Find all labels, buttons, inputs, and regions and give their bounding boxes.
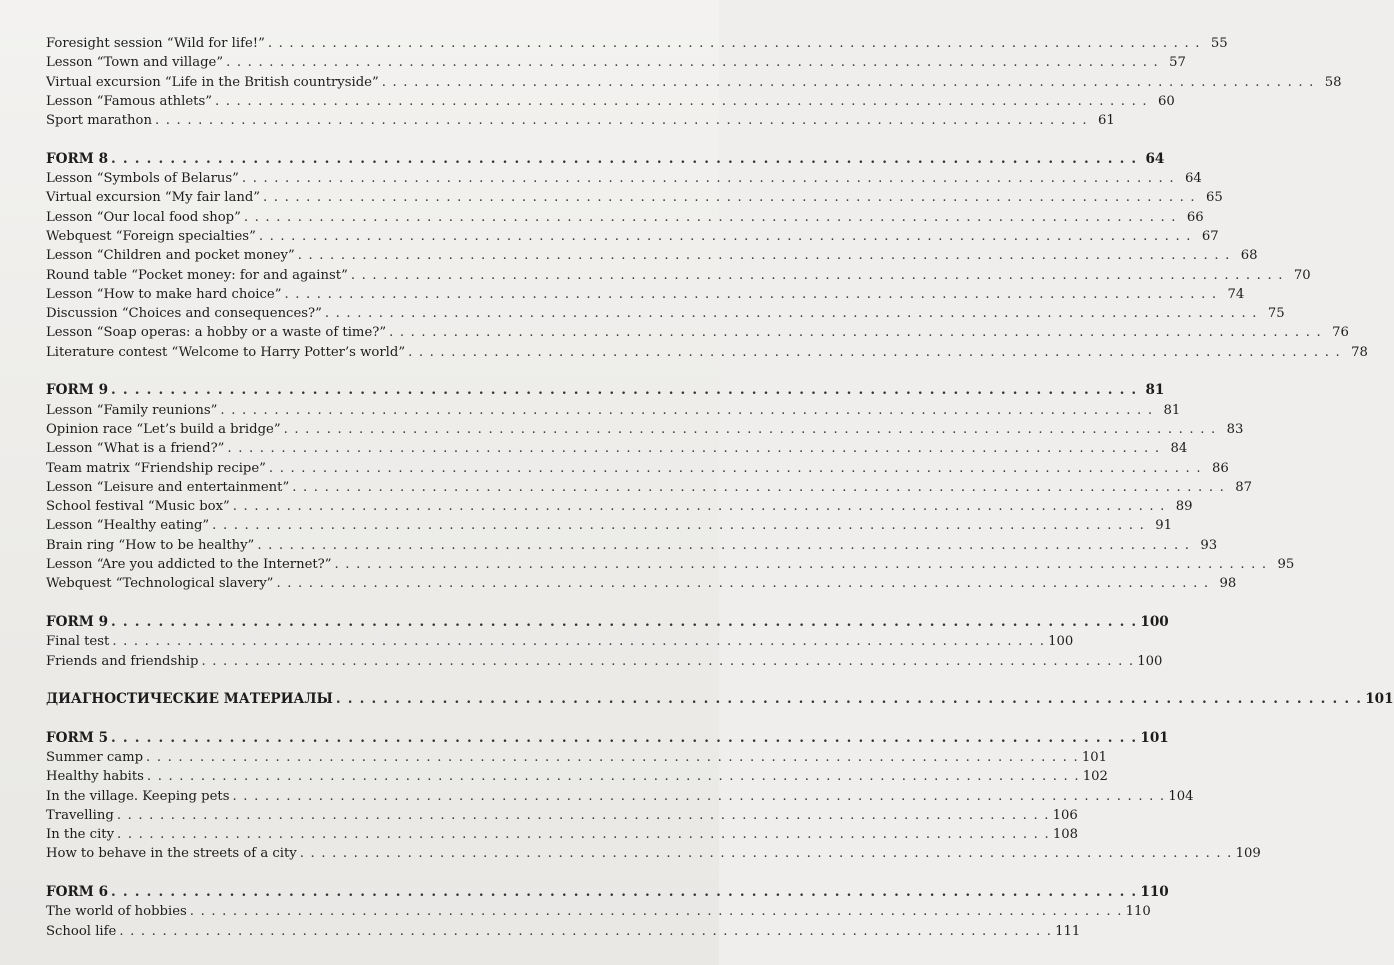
toc-entry-page-number: 98: [1219, 576, 1237, 592]
dot-leader: . . . . . . . . . . . . . . . . . . . . . . . . . . . . . . . . . . . . . . . . . . . . . . . . . . . . . . . . . . . . . . . . . . . . . . . . . . . . . . . . . . . . . . .: [408, 344, 1341, 360]
dot-leader: . . . . . . . . . . . . . . . . . . . . . . . . . . . . . . . . . . . . . . . . . . . . . . . . . . . . . . . . . . . . . . . . . . . . . . . . . . . . . . . . . . . . . . .: [232, 788, 1166, 804]
toc-entry: [46, 806, 1078, 825]
toc-entry-page-number: 101: [1365, 691, 1394, 708]
dot-leader: . . . . . . . . . . . . . . . . . . . . . . . . . . . . . . . . . . . . . . . . . . . . . . . . . . . . . . . . . . . . . . . . . . . . . . . . . . . . . . . . . . . . . . .: [111, 613, 1138, 630]
dot-leader: . . . . . . . . . . . . . . . . . . . . . . . . . . . . . . . . . . . . . . . . . . . . . . . . . . . . . . . . . . . . . . . . . . . . . . . . . . . . . . . . . . . . . . .: [324, 306, 1258, 322]
toc-entry: [46, 825, 1079, 844]
toc-section-heading: [46, 150, 1165, 169]
dot-leader: . . . . . . . . . . . . . . . . . . . . . . . . . . . . . . . . . . . . . . . . . . . . . . . . . . . . . . . . . . . . . . . . . . . . . . . . . . . . . . . . . . . . . . .: [112, 634, 1046, 650]
toc-section-heading: [46, 381, 1165, 400]
toc-entry-title: FORM 9: [46, 613, 109, 630]
toc-entry-page-number: 61: [1098, 113, 1115, 129]
toc-entry: [46, 787, 1194, 806]
toc-entry: [46, 459, 1229, 478]
toc-entry: [46, 536, 1218, 555]
toc-entry-page-number: 81: [1145, 382, 1165, 399]
toc-entry-title: School festival “Music box”: [46, 499, 230, 515]
section-spacer: [46, 130, 704, 149]
toc-entry: [46, 285, 1245, 304]
toc-entry-title: Lesson “How to make hard choice”: [46, 286, 282, 302]
dot-leader: . . . . . . . . . . . . . . . . . . . . . . . . . . . . . . . . . . . . . . . . . . . . . . . . . . . . . . . . . . . . . . . . . . . . . . . . . . . . . . . . . . . . . . .: [292, 479, 1226, 495]
toc-entry-title: FORM 8: [46, 150, 109, 167]
toc-entry-page-number: 67: [1201, 228, 1219, 244]
toc-section-heading: [46, 883, 1169, 902]
toc-entry-page-number: 81: [1163, 402, 1181, 418]
toc-entry-page-number: 78: [1351, 344, 1368, 360]
toc-entry: [46, 323, 1349, 342]
toc-entry-page-number: 84: [1170, 441, 1188, 457]
dot-leader: . . . . . . . . . . . . . . . . . . . . . . . . . . . . . . . . . . . . . . . . . . . . . . . . . . . . . . . . . . . . . . . . . . . . . . . . . . . . . . . . . . . . . . .: [334, 557, 1268, 573]
toc-entry-page-number: 66: [1186, 209, 1204, 225]
toc-entry-title: The world of hobbies: [46, 904, 187, 920]
toc-entry-page-number: 104: [1168, 788, 1194, 804]
toc-entry-page-number: 93: [1200, 537, 1218, 553]
toc-entry-title: Team matrix “Friendship recipe”: [46, 460, 266, 476]
toc-entry: [46, 304, 1285, 323]
toc-entry-title: Lesson “Are you addicted to the Internet?”: [46, 557, 332, 573]
toc-entry-page-number: 65: [1206, 190, 1223, 206]
dot-leader: . . . . . . . . . . . . . . . . . . . . . . . . . . . . . . . . . . . . . . . . . . . . . . . . . . . . . . . . . . . . . . . . . . . . . . . . . . . . . . . . . . . . . . .: [146, 769, 1080, 785]
toc-entry-title: Lesson “Famous athlets”: [46, 93, 212, 109]
dot-leader: . . . . . . . . . . . . . . . . . . . . . . . . . . . . . . . . . . . . . . . . . . . . . . . . . . . . . . . . . . . . . . . . . . . . . . . . . . . . . . . . . . . . . . .: [227, 441, 1161, 457]
toc-entry-page-number: 100: [1140, 613, 1169, 630]
toc-entry-page-number: 83: [1226, 421, 1244, 437]
dot-leader: . . . . . . . . . . . . . . . . . . . . . . . . . . . . . . . . . . . . . . . . . . . . . . . . . . . . . . . . . . . . . . . . . . . . . . . . . . . . . . . . . . . . . . .: [350, 267, 1284, 283]
toc-entry-title: Summer camp: [46, 749, 144, 765]
toc-entry-page-number: 60: [1158, 93, 1175, 109]
toc-entry-page-number: 70: [1293, 267, 1311, 283]
toc-entry-title: FORM 6: [46, 884, 109, 901]
toc-entry-title: School life: [46, 923, 117, 939]
toc-entry-title: Lesson “Leisure and entertainment”: [46, 479, 290, 495]
toc-entry-title: In the village. Keeping pets: [46, 788, 230, 804]
toc-entry-title: Healthy habits: [46, 769, 144, 785]
toc-entry-page-number: 102: [1082, 769, 1108, 785]
table-of-contents: [46, 34, 1394, 941]
toc-entry: [46, 439, 1188, 458]
toc-entry-title: Lesson “Healthy eating”: [46, 518, 210, 534]
toc-entry: [46, 748, 1108, 767]
toc-entry-page-number: 64: [1184, 171, 1202, 187]
toc-section-heading: [46, 613, 1169, 632]
toc-section-heading: [46, 690, 1394, 709]
toc-entry-page-number: 109: [1235, 846, 1261, 862]
dot-leader: . . . . . . . . . . . . . . . . . . . . . . . . . . . . . . . . . . . . . . . . . . . . . . . . . . . . . . . . . . . . . . . . . . . . . . . . . . . . . . . . . . . . . . .: [297, 248, 1231, 264]
section-spacer: [46, 864, 704, 883]
toc-entry: [46, 574, 1237, 593]
dot-leader: . . . . . . . . . . . . . . . . . . . . . . . . . . . . . . . . . . . . . . . . . . . . . . . . . . . . . . . . . . . . . . . . . . . . . . . . . . . . . . . . . . . . . . .: [214, 93, 1148, 109]
dot-leader: . . . . . . . . . . . . . . . . . . . . . . . . . . . . . . . . . . . . . . . . . . . . . . . . . . . . . . . . . . . . . . . . . . . . . . . . . . . . . . . . . . . . . . .: [268, 460, 1202, 476]
toc-entry-title: Lesson “What is a friend?”: [46, 441, 225, 457]
toc-entry-page-number: 55: [1210, 36, 1228, 51]
toc-entry-page-number: 58: [1324, 74, 1342, 90]
section-spacer: [46, 671, 704, 690]
toc-entry: [46, 92, 1175, 111]
toc-entry-page-number: 110: [1140, 884, 1169, 901]
toc-entry-title: Foresight session “Wild for life!”: [46, 36, 265, 51]
dot-leader: . . . . . . . . . . . . . . . . . . . . . . . . . . . . . . . . . . . . . . . . . . . . . . . . . . . . . . . . . . . . . . . . . . . . . . . . . . . . . . . . . . . . . . .: [116, 807, 1050, 823]
toc-entry-page-number: 106: [1052, 807, 1078, 823]
toc-entry-title: Discussion “Choices and consequences?”: [46, 306, 322, 322]
toc-entry-title: ДИАГНОСТИЧЕСКИЕ МАТЕРИАЛЫ: [46, 691, 333, 708]
dot-leader: . . . . . . . . . . . . . . . . . . . . . . . . . . . . . . . . . . . . . . . . . . . . . . . . . . . . . . . . . . . . . . . . . . . . . . . . . . . . . . . . . . . . . . .: [243, 209, 1177, 225]
dot-leader: . . . . . . . . . . . . . . . . . . . . . . . . . . . . . . . . . . . . . . . . . . . . . . . . . . . . . . . . . . . . . . . . . . . . . . . . . . . . . . . . . . . . . . .: [111, 729, 1138, 746]
toc-entry: [46, 208, 1204, 227]
toc-entry: [46, 902, 1151, 921]
toc-entry-page-number: 64: [1145, 150, 1165, 167]
toc-entry: [46, 516, 1172, 535]
dot-leader: . . . . . . . . . . . . . . . . . . . . . . . . . . . . . . . . . . . . . . . . . . . . . . . . . . . . . . . . . . . . . . . . . . . . . . . . . . . . . . . . . . . . . . .: [389, 325, 1322, 341]
toc-entry-page-number: 89: [1175, 499, 1193, 515]
section-spacer: [46, 594, 704, 613]
toc-entry-title: Virtual excursion “Life in the British countryside”: [46, 74, 379, 90]
toc-entry: [46, 246, 1258, 265]
dot-leader: . . . . . . . . . . . . . . . . . . . . . . . . . . . . . . . . . . . . . . . . . . . . . . . . . . . . . . . . . . . . . . . . . . . . . . . . . . . . . . . . . . . . . . .: [283, 421, 1217, 437]
toc-entry: [46, 73, 1342, 92]
dot-leader: . . . . . . . . . . . . . . . . . . . . . . . . . . . . . . . . . . . . . . . . . . . . . . . . . . . . . . . . . . . . . . . . . . . . . . . . . . . . . . . . . . . . . . .: [111, 150, 1138, 167]
toc-entry-page-number: 87: [1235, 479, 1253, 495]
toc-entry-page-number: 86: [1211, 460, 1229, 476]
toc-entry-title: In the city: [46, 827, 115, 843]
dot-leader: . . . . . . . . . . . . . . . . . . . . . . . . . . . . . . . . . . . . . . . . . . . . . . . . . . . . . . . . . . . . . . . . . . . . . . . . . . . . . . . . . . . . . . .: [258, 228, 1192, 244]
toc-entry: [46, 922, 1081, 941]
toc-entry-page-number: 75: [1267, 306, 1285, 322]
toc-entry-title: Lesson “Symbols of Belarus”: [46, 171, 239, 187]
toc-entry-title: Opinion race “Let’s build a bridge”: [46, 421, 281, 437]
dot-leader: . . . . . . . . . . . . . . . . . . . . . . . . . . . . . . . . . . . . . . . . . . . . . . . . . . . . . . . . . . . . . . . . . . . . . . . . . . . . . . . . . . . . . . .: [232, 499, 1166, 515]
section-spacer: [46, 709, 704, 728]
dot-leader: . . . . . . . . . . . . . . . . . . . . . . . . . . . . . . . . . . . . . . . . . . . . . . . . . . . . . . . . . . . . . . . . . . . . . . . . . . . . . . . . . . . . . . .: [381, 74, 1315, 90]
section-spacer: [46, 362, 704, 381]
toc-entry-title: Round table “Pocket money: for and against”: [46, 267, 348, 283]
toc-entry: [46, 53, 1186, 72]
toc-entry: [46, 478, 1253, 497]
dot-leader: . . . . . . . . . . . . . . . . . . . . . . . . . . . . . . . . . . . . . . . . . . . . . . . . . . . . . . . . . . . . . . . . . . . . . . . . . . . . . . . . . . . . . . .: [154, 113, 1088, 129]
toc-entry-title: Lesson “Children and pocket money”: [46, 248, 295, 264]
dot-leader: . . . . . . . . . . . . . . . . . . . . . . . . . . . . . . . . . . . . . . . . . . . . . . . . . . . . . . . . . . . . . . . . . . . . . . . . . . . . . . . . . . . . . . .: [111, 884, 1138, 901]
toc-entry-title: Webquest “Foreign specialties”: [46, 228, 256, 244]
toc-entry-title: Literature contest “Welcome to Harry Potter’s world”: [46, 344, 406, 360]
dot-leader: . . . . . . . . . . . . . . . . . . . . . . . . . . . . . . . . . . . . . . . . . . . . . . . . . . . . . . . . . . . . . . . . . . . . . . . . . . . . . . . . . . . . . . .: [284, 286, 1218, 302]
toc-entry-page-number: 110: [1125, 904, 1151, 920]
toc-entry-title: Webquest “Technological slavery”: [46, 576, 274, 592]
toc-entry-page-number: 101: [1081, 749, 1108, 765]
toc-entry: [46, 34, 1228, 53]
toc-entry-title: Friends and friendship: [46, 653, 199, 669]
dot-leader: . . . . . . . . . . . . . . . . . . . . . . . . . . . . . . . . . . . . . . . . . . . . . . . . . . . . . . . . . . . . . . . . . . . . . . . . . . . . . . . . . . . . . . .: [241, 171, 1175, 187]
dot-leader: . . . . . . . . . . . . . . . . . . . . . . . . . . . . . . . . . . . . . . . . . . . . . . . . . . . . . . . . . . . . . . . . . . . . . . . . . . . . . . . . . . . . . . .: [146, 749, 1079, 765]
toc-entry: [46, 844, 1261, 863]
dot-leader: . . . . . . . . . . . . . . . . . . . . . . . . . . . . . . . . . . . . . . . . . . . . . . . . . . . . . . . . . . . . . . . . . . . . . . . . . . . . . . . . . . . . . . .: [276, 576, 1210, 592]
toc-entry-page-number: 95: [1277, 557, 1295, 573]
toc-entry: [46, 266, 1311, 285]
toc-entry-page-number: 68: [1240, 248, 1258, 264]
toc-entry: [46, 401, 1181, 420]
toc-entry-page-number: 100: [1048, 634, 1074, 650]
toc-entry: [46, 555, 1295, 574]
toc-entry-page-number: 100: [1137, 653, 1163, 669]
toc-entry-page-number: 91: [1155, 518, 1172, 534]
dot-leader: . . . . . . . . . . . . . . . . . . . . . . . . . . . . . . . . . . . . . . . . . . . . . . . . . . . . . . . . . . . . . . . . . . . . . . . . . . . . . . . . . . . . . . .: [111, 382, 1138, 399]
toc-entry-title: Lesson “Town and village”: [46, 55, 224, 71]
toc-entry: [46, 632, 1074, 651]
toc-entry-title: Brain ring “How to be healthy”: [46, 537, 255, 553]
toc-entry: [46, 188, 1223, 207]
toc-entry-title: Travelling: [46, 807, 114, 823]
dot-leader: . . . . . . . . . . . . . . . . . . . . . . . . . . . . . . . . . . . . . . . . . . . . . . . . . . . . . . . . . . . . . . . . . . . . . . . . . . . . . . . . . . . . . . .: [335, 691, 1363, 708]
toc-entry-page-number: 74: [1227, 286, 1245, 302]
dot-leader: . . . . . . . . . . . . . . . . . . . . . . . . . . . . . . . . . . . . . . . . . . . . . . . . . . . . . . . . . . . . . . . . . . . . . . . . . . . . . . . . . . . . . . .: [263, 190, 1196, 206]
toc-entry-title: FORM 9: [46, 382, 109, 399]
toc-entry-title: Virtual excursion “My fair land”: [46, 190, 261, 206]
toc-entry-title: Lesson “Our local food shop”: [46, 209, 241, 225]
dot-leader: . . . . . . . . . . . . . . . . . . . . . . . . . . . . . . . . . . . . . . . . . . . . . . . . . . . . . . . . . . . . . . . . . . . . . . . . . . . . . . . . . . . . . . .: [257, 537, 1191, 553]
dot-leader: . . . . . . . . . . . . . . . . . . . . . . . . . . . . . . . . . . . . . . . . . . . . . . . . . . . . . . . . . . . . . . . . . . . . . . . . . . . . . . . . . . . . . . .: [119, 923, 1053, 939]
toc-entry-title: Lesson “Soap operas: a hobby or a waste of time?”: [46, 325, 387, 341]
dot-leader: . . . . . . . . . . . . . . . . . . . . . . . . . . . . . . . . . . . . . . . . . . . . . . . . . . . . . . . . . . . . . . . . . . . . . . . . . . . . . . . . . . . . . . .: [220, 402, 1154, 418]
toc-entry-title: FORM 5: [46, 729, 109, 746]
toc-section-heading: [46, 729, 1169, 748]
toc-entry-page-number: 57: [1169, 55, 1186, 71]
toc-entry: [46, 343, 1368, 362]
dot-leader: . . . . . . . . . . . . . . . . . . . . . . . . . . . . . . . . . . . . . . . . . . . . . . . . . . . . . . . . . . . . . . . . . . . . . . . . . . . . . . . . . . . . . . .: [201, 653, 1135, 669]
toc-entry: [46, 169, 1202, 188]
toc-entry: [46, 497, 1193, 516]
toc-entry: [46, 227, 1219, 246]
toc-entry-page-number: 108: [1052, 827, 1079, 843]
toc-entry: [46, 111, 1115, 130]
dot-leader: . . . . . . . . . . . . . . . . . . . . . . . . . . . . . . . . . . . . . . . . . . . . . . . . . . . . . . . . . . . . . . . . . . . . . . . . . . . . . . . . . . . . . . .: [117, 827, 1050, 843]
dot-leader: . . . . . . . . . . . . . . . . . . . . . . . . . . . . . . . . . . . . . . . . . . . . . . . . . . . . . . . . . . . . . . . . . . . . . . . . . . . . . . . . . . . . . . .: [212, 518, 1145, 534]
toc-entry: [46, 767, 1108, 786]
dot-leader: . . . . . . . . . . . . . . . . . . . . . . . . . . . . . . . . . . . . . . . . . . . . . . . . . . . . . . . . . . . . . . . . . . . . . . . . . . . . . . . . . . . . . . .: [267, 36, 1201, 51]
dot-leader: . . . . . . . . . . . . . . . . . . . . . . . . . . . . . . . . . . . . . . . . . . . . . . . . . . . . . . . . . . . . . . . . . . . . . . . . . . . . . . . . . . . . . . .: [189, 904, 1123, 920]
toc-entry: [46, 420, 1244, 439]
toc-entry-title: Lesson “Family reunions”: [46, 402, 218, 418]
toc-entry-page-number: 101: [1140, 729, 1169, 746]
dot-leader: . . . . . . . . . . . . . . . . . . . . . . . . . . . . . . . . . . . . . . . . . . . . . . . . . . . . . . . . . . . . . . . . . . . . . . . . . . . . . . . . . . . . . . .: [226, 55, 1159, 71]
toc-entry: [46, 652, 1163, 671]
toc-entry-title: Final test: [46, 634, 110, 650]
toc-entry-title: Sport marathon: [46, 113, 152, 129]
toc-entry-page-number: 111: [1055, 923, 1081, 939]
dot-leader: . . . . . . . . . . . . . . . . . . . . . . . . . . . . . . . . . . . . . . . . . . . . . . . . . . . . . . . . . . . . . . . . . . . . . . . . . . . . . . . . . . . . . . .: [299, 846, 1233, 862]
toc-entry-page-number: 76: [1332, 325, 1349, 341]
toc-entry-title: How to behave in the streets of a city: [46, 846, 297, 862]
